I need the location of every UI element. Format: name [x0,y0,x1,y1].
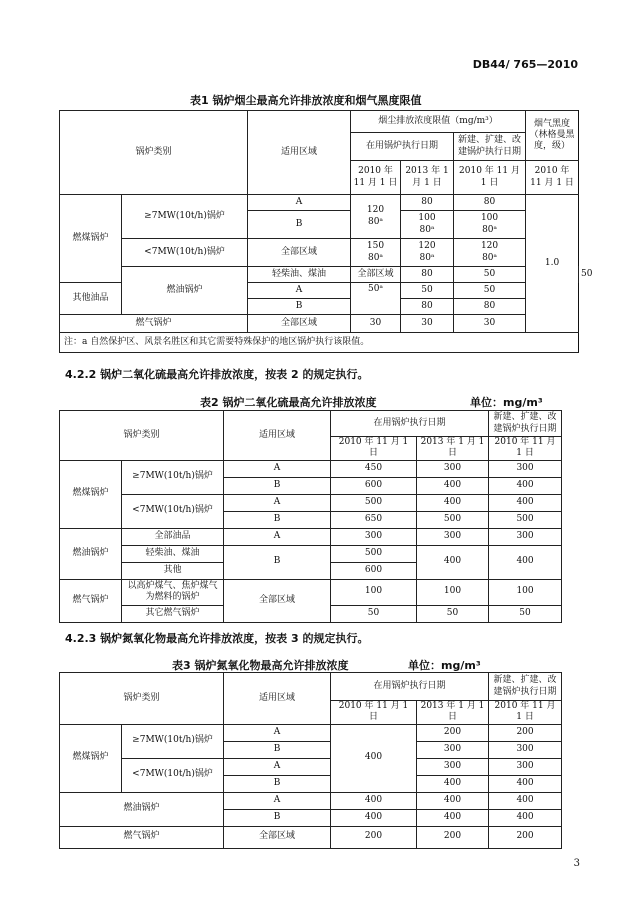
table-cell: 80 [401,299,454,315]
table-cell: 全部区域 [248,315,351,333]
table-cell: 400 [417,809,489,826]
table-cell: 300 [489,758,562,775]
t1-header-inuse: 在用锅炉执行日期 [351,133,454,161]
t1-date-4: 2010 年 11 月 1 日 [526,161,579,195]
table-cell: 以高炉煤气、焦炉煤气为燃料的锅炉 [122,579,224,605]
table-cell: A [224,758,331,775]
table-cell: 2010 年 11 月 1 日 [331,437,417,461]
t3-header-inuse: 在用锅炉执行日期 [331,673,489,701]
table-cell: A [248,195,351,211]
t2-header-area: 适用区域 [224,411,331,461]
cell-value: 80ᵃ [368,216,383,227]
table-cell: 400 [489,792,562,809]
table-cell: ≥7MW(10t/h)锅炉 [122,460,224,494]
cell-value: 80ᵃ [482,224,497,235]
cell-value: 100 [480,213,499,224]
table-cell: 500 [331,545,417,562]
t1-header-limit: 烟尘排放浓度限值（mg/m³） [351,111,526,133]
table-cell: B [224,775,331,792]
t1-coal-lt7: <7MW(10t/h)锅炉 [122,239,248,267]
t1-date-2: 2013 年 1 月 1 日 [401,161,454,195]
table-cell: B [224,511,331,528]
t2-header-new: 新建、扩建、改建锅炉执行日期 [489,411,562,437]
table-cell [401,239,454,267]
table-cell: 300 [331,528,417,545]
table-cell: 600 [331,477,417,494]
table-cell: 2010 年 11 月 1 日 [489,437,562,461]
table2 [59,410,562,623]
table-cell: 全部区域 [248,239,351,267]
t2-oil-boiler: 燃油锅炉 [60,528,122,579]
table-cell: 400 [489,494,562,511]
table-cell: 400 [417,545,489,579]
table-cell: 400 [489,545,562,579]
table-cell: 300 [489,460,562,477]
t3-header-new: 新建、扩建、改建锅炉执行日期 [489,673,562,701]
table-cell: 400 [489,775,562,792]
table-cell: 450 [331,460,417,477]
table-cell: B [224,741,331,758]
table-cell: 2010 年 11 月 1 日 [489,701,562,725]
table-cell: 100 [331,579,417,605]
table-cell: 30 [454,315,526,333]
table-cell: 600 [331,562,417,579]
table-cell: B [248,299,351,315]
table-cell: 400 [331,792,417,809]
table-cell: 全部区域 [224,579,331,622]
t1-coal-boiler: 燃煤锅炉 [60,195,122,283]
cell-value: 120 [366,205,385,216]
t2-coal-boiler: 燃煤锅炉 [60,460,122,528]
table-cell: 300 [417,460,489,477]
table-cell [454,211,526,239]
table-cell: 全部区域 [224,826,331,848]
table-cell [351,239,401,267]
table-cell: <7MW(10t/h)锅炉 [122,758,224,792]
table-cell: 400 [489,477,562,494]
cell-value: 80ᵃ [419,252,435,263]
table-cell: B [224,545,331,579]
table-cell: 其他 [122,562,224,579]
t1-oil-boiler: 燃油锅炉 [122,267,248,315]
table-cell: 轻柴油、煤油 [122,545,224,562]
table-cell: 400 [417,775,489,792]
table-cell: 650 [331,511,417,528]
t1-footnote: 注：a 自然保护区、风景名胜区和其它需要特殊保护的地区锅炉执行该限值。 [60,333,579,353]
table-cell: 50 [454,283,526,299]
t3-coal-boiler: 燃煤锅炉 [60,724,122,792]
table-cell: 200 [417,724,489,741]
table-cell: 400 [489,809,562,826]
table2-caption: 表2 锅炉二氧化硫最高允许排放浓度 [200,396,377,409]
table3-unit: 单位：mg/m³ [408,659,481,672]
t3-header-area: 适用区域 [224,673,331,725]
cell-value: 120 [480,241,499,252]
standard-number: DB44/ 765—2010 [472,58,578,71]
t1-light-oil: 轻柴油、煤油 [248,267,351,283]
table-cell: 2013 年 1 月 1 日 [417,437,489,461]
table-cell: 80 [401,195,454,211]
table-cell: 500 [417,511,489,528]
table-cell: 100 [489,579,562,605]
t3-gas-boiler: 燃气锅炉 [60,826,224,848]
table-cell: 其它燃气锅炉 [122,605,224,622]
table-cell: 300 [417,528,489,545]
table-cell: 30 [351,315,401,333]
t1-blackness-value: 1.0 [526,195,579,333]
table-cell: A [224,460,331,477]
table1-caption: 表1 锅炉烟尘最高允许排放浓度和烟气黑度限值 [190,94,422,107]
table-cell: 50ᵃ [351,283,401,315]
table-cell: 2013 年 1 月 1 日 [417,701,489,725]
cell-value: 100 [418,213,436,224]
table-cell: 80 [454,195,526,211]
table3-caption: 表3 锅炉氮氧化物最高允许排放浓度 [172,659,349,672]
t3-oil-boiler: 燃油锅炉 [60,792,224,826]
table-cell: 50 [489,605,562,622]
table-cell: 300 [417,741,489,758]
t1-coal-ge7: ≥7MW(10t/h)锅炉 [122,195,248,239]
table-cell: A [224,528,331,545]
table-cell: A [224,792,331,809]
table-cell: 400 [417,792,489,809]
table-cell: 400 [417,477,489,494]
table-cell: <7MW(10t/h)锅炉 [122,494,224,528]
t1-header-new: 新建、扩建、改建锅炉执行日期 [454,133,526,161]
t2-gas-boiler: 燃气锅炉 [60,579,122,622]
table-cell: 400 [331,809,417,826]
table-cell: B [224,809,331,826]
table-cell: 100 [417,579,489,605]
cell-value: 80ᵃ [419,224,435,235]
section-4-2-3: 4.2.3 锅炉氮氧化物最高允许排放浓度，按表 3 的规定执行。 [65,632,369,645]
table-cell: B [224,477,331,494]
t1-header-area: 适用区域 [248,111,351,195]
table-cell: 200 [417,826,489,848]
table-cell: 500 [331,494,417,511]
table-cell: 400 [331,724,417,792]
cell-value: 120 [418,241,436,252]
table-cell: 200 [489,826,562,848]
table-cell: ≥7MW(10t/h)锅炉 [122,724,224,758]
table-cell: 50 [401,283,454,299]
t1-date-1: 2010 年 11 月 1 日 [351,161,401,195]
t1-header-type: 锅炉类别 [60,111,248,195]
table-cell: 全部油品 [122,528,224,545]
table-cell: 50 [331,605,417,622]
table-cell: 300 [489,741,562,758]
table-cell: 300 [489,528,562,545]
table-cell: B [248,211,351,239]
table-cell: 80 [401,267,454,283]
table-cell: 全部区域 [351,267,401,283]
table-cell: 80 [454,299,526,315]
cell-value: 150 [366,241,385,252]
section-4-2-2: 4.2.2 锅炉二氧化硫最高允许排放浓度，按表 2 的规定执行。 [65,368,369,381]
table-cell [454,239,526,267]
table-cell [351,195,401,239]
t3-header-type: 锅炉类别 [60,673,224,725]
table-cell: 50 [417,605,489,622]
t1-date-3: 2010 年 11 月 1 日 [454,161,526,195]
table-cell: 200 [331,826,417,848]
page-number: 3 [573,858,580,869]
table3 [59,672,562,849]
table-cell: 30 [401,315,454,333]
t2-header-inuse: 在用锅炉执行日期 [331,411,489,437]
t1-gas-boiler: 燃气锅炉 [60,315,248,333]
table-cell: A [224,724,331,741]
table-cell: 50 [454,267,526,283]
table1: 锅炉类别 适用区域 烟尘排放浓度限值（mg/m³） 烟气黑度（林格曼黑度，级） 在用锅炉执行日期 新建、扩建、改建锅炉执行日期 2010 年 11 月 1 日 2013 年 1 月 1 日 2010 年 11 月 1 日 2010 年 11 月 1 日 燃煤锅炉 ≥7MW(10t/h)锅炉 A 120 80ᵃ 80 80 1.0 B 100 80ᵃ 100 80ᵃ <7MW(10t/h)锅炉 全部区域 150 80ᵃ 120 80ᵃ 120 80ᵃ 燃油锅炉 轻柴油、煤油 全部区域 80 50 50 其他油品 A 50ᵃ 50 50 B 80 80 燃气锅炉 全部区域 30 30 30 注：a 自然保护区、风景名胜区和其它需要特殊保护的地区锅炉执行该限值。 [59,110,579,353]
cell-value: 80ᵃ [368,252,383,263]
table2-unit: 单位：mg/m³ [470,396,543,409]
table-cell: 300 [417,758,489,775]
table-cell: 2010 年 11 月 1 日 [331,701,417,725]
table-cell: 400 [417,494,489,511]
t1-other-oil: 其他油品 [60,283,122,315]
table-cell: 200 [489,724,562,741]
table-cell [401,211,454,239]
table-cell: A [224,494,331,511]
cell-value: 80ᵃ [482,252,497,263]
table-cell: 500 [489,511,562,528]
table-cell: A [248,283,351,299]
t1-header-blackness: 烟气黑度（林格曼黑度，级） [526,111,579,161]
t2-header-type: 锅炉类别 [60,411,224,461]
